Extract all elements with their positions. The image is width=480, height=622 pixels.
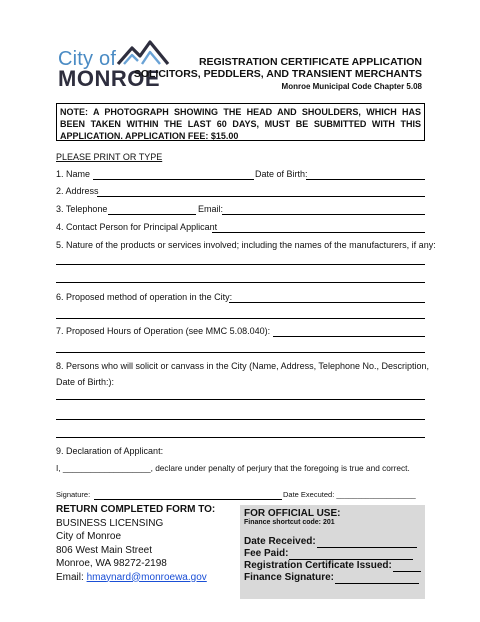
official-heading: FOR OFFICIAL USE: (244, 508, 341, 519)
cert-issued-field[interactable] (393, 560, 421, 572)
code-reference: Monroe Municipal Code Chapter 5.08 (281, 82, 422, 91)
telephone-label: 3. Telephone (56, 204, 108, 214)
return-org: City of Monroe (56, 531, 122, 542)
declaration-text: I, ___________________, declare under penalty of perjury that the foregoing is true and correct. (56, 463, 410, 473)
logo-monroe-text: MONROE (58, 66, 160, 91)
form-subtitle: SOLICITORS, PEDDLERS, AND TRANSIENT MERCHANTS (133, 68, 422, 80)
finance-signature-row (244, 572, 421, 584)
return-street: 806 West Main Street (56, 544, 152, 556)
persons-label-line2: Date of Birth:): (56, 377, 115, 387)
method-field-line-1[interactable] (229, 302, 425, 303)
email-field[interactable] (222, 214, 425, 215)
method-field-line-2[interactable] (56, 318, 425, 319)
persons-label-line1: 8. Persons who will solicit or canvass in the City (Name, Address, Telephone No., Description, (56, 361, 429, 371)
name-field[interactable] (93, 179, 254, 180)
finance-signature-label: Finance Signature: (244, 572, 335, 583)
finance-shortcut: Finance shortcut code: 201 (244, 519, 335, 526)
cert-issued-label: Registration Certificate Issued: (244, 560, 392, 571)
return-dept: BUSINESS LICENSING (56, 517, 164, 529)
nature-field-line-1[interactable] (56, 264, 425, 265)
signature-label: Signature: (56, 490, 91, 499)
telephone-field[interactable] (108, 214, 196, 215)
email-label: Email: (198, 204, 224, 214)
nature-field-line-2[interactable] (56, 282, 425, 283)
date-received-label: Date Received: (244, 536, 316, 547)
fee-paid-label: Fee Paid: (244, 548, 289, 559)
hours-field-line-2[interactable] (56, 352, 425, 353)
method-label: 6. Proposed method of operation in the City: (56, 292, 233, 302)
contact-person-label: 4. Contact Person for Principal Applicant (56, 222, 218, 232)
address-field[interactable] (97, 196, 425, 197)
hours-label: 7. Proposed Hours of Operation (see MMC 5.08.040): (56, 326, 271, 336)
return-heading: RETURN COMPLETED FORM TO: (56, 504, 216, 515)
fee-paid-row (244, 548, 421, 560)
official-use-box (240, 505, 425, 599)
form-title: REGISTRATION CERTIFICATE APPLICATION (198, 56, 422, 68)
return-email-link[interactable]: hmaynard@monroewa.gov (86, 571, 207, 583)
return-address-block (56, 503, 222, 599)
dob-label: Date of Birth: (255, 169, 308, 179)
address-label: 2. Address (56, 186, 99, 196)
date-executed-label: Date Executed: ___________________ (283, 490, 416, 499)
logo-city-text: City of (58, 48, 117, 70)
persons-field-line-2[interactable] (56, 419, 425, 420)
declaration-label: 9. Declaration of Applicant: (56, 446, 164, 456)
photo-fee-note: NOTE: A PHOTOGRAPH SHOWING THE HEAD AND SHOULDERS, WHICH HAS BEEN TAKEN WITHIN THE LAST 60 DAYS, MUST BE SUBMITTED WITH THIS APPLICATION. APPLICATION FEE: $15.00 (56, 103, 425, 141)
persons-field-line-3[interactable] (56, 437, 425, 438)
cert-issued-row (244, 560, 421, 572)
persons-field-line-1[interactable] (56, 399, 425, 400)
name-label: 1. Name (56, 169, 91, 179)
print-instruction: PLEASE PRINT OR TYPE (56, 152, 163, 162)
fee-paid-field[interactable] (289, 548, 413, 560)
nature-label: 5. Nature of the products or services involved; including the names of the manufacturers, if any: (56, 240, 436, 250)
mountain-logo-icon (116, 38, 170, 66)
contact-person-field[interactable] (212, 232, 425, 233)
return-email-row (56, 571, 222, 585)
return-email-label: Email: (56, 571, 87, 583)
date-received-row (244, 536, 421, 548)
finance-signature-field[interactable] (335, 572, 419, 584)
dob-field[interactable] (306, 179, 425, 180)
hours-field-line-1[interactable] (273, 336, 425, 337)
date-received-field[interactable] (317, 536, 417, 548)
signature-field[interactable] (94, 499, 282, 500)
return-city: Monroe, WA 98272-2198 (56, 558, 167, 569)
